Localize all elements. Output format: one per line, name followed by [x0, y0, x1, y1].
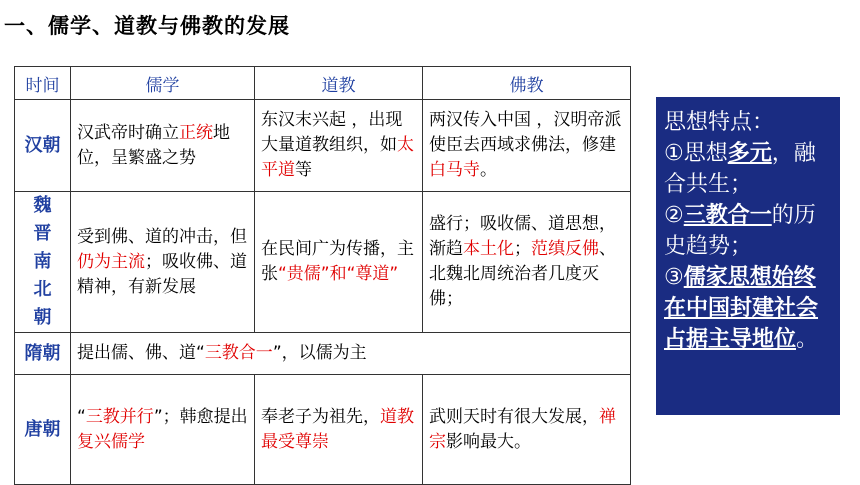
highlight-text: 白马寺 — [429, 160, 480, 180]
cell-text: 武则天时有很大发展， — [429, 406, 599, 427]
highlight-text: 太平道 — [261, 135, 414, 180]
cell-han-taoism — [255, 100, 423, 192]
point-1-suffix: ，融合共生； — [664, 141, 816, 197]
cell-weijin-buddhism — [423, 192, 631, 333]
cell-text: 等 — [295, 160, 312, 180]
highlight-text: 范缜反佛 — [531, 239, 599, 259]
header-confucianism: 儒学 — [71, 67, 255, 100]
header-time: 时间 — [15, 67, 71, 100]
cell-text: 受到佛、道的冲击，但 — [77, 226, 247, 247]
point-2-key: 三教合一 — [683, 203, 772, 228]
era-sui: 隋朝 — [15, 333, 71, 375]
era-tang: 唐朝 — [15, 375, 71, 485]
era-weijin: 魏晋南北朝 — [15, 192, 71, 333]
cell-text: “ — [77, 406, 86, 427]
point-3 — [664, 262, 832, 355]
cell-han-buddhism — [423, 100, 631, 192]
table-row-sui — [15, 333, 631, 375]
cell-text: ”；韩愈提出 — [153, 406, 248, 427]
cell-text: 奉老子为祖先， — [261, 406, 380, 427]
table-row-weijin — [15, 192, 631, 333]
cell-text: 提出儒、佛、道“ — [77, 343, 205, 363]
cell-text: 地位，呈繁盛之势 — [77, 122, 230, 168]
highlight-text: 三教合一 — [204, 343, 273, 363]
cell-text: ； — [514, 239, 531, 259]
cell-text: 影响最大。 — [446, 431, 531, 452]
point-2 — [664, 200, 832, 262]
point-2-suffix: 的历史趋势； — [664, 203, 816, 259]
section-title: 一、儒学、道教与佛教的发展 — [4, 14, 290, 38]
cell-text: 东汉末兴起 ，出现大量道教组织，如 — [261, 110, 403, 155]
cell-text: 汉武帝时确立 — [77, 122, 179, 143]
thought-characteristics-panel — [656, 97, 840, 415]
point-1-key: 多元 — [727, 141, 772, 166]
highlight-text: “贵儒”和“尊道” — [278, 264, 399, 284]
table-row-han — [15, 100, 631, 192]
header-buddhism: 佛教 — [423, 67, 631, 100]
table-row-tang — [15, 375, 631, 485]
highlight-text: 复兴儒学 — [77, 431, 145, 452]
cell-text: 、北魏北周统治者几度灭佛； — [429, 239, 616, 309]
point-2-prefix: ② — [664, 203, 684, 228]
cell-sui-merged — [71, 333, 631, 375]
cell-text: 盛行；吸收儒、道思想，渐趋 — [429, 214, 616, 259]
point-3-key: 儒家思想始终在中国封建社会占据主导地位 — [664, 265, 819, 352]
cell-text: 。 — [480, 160, 497, 180]
cell-text: ；吸收佛、道精神，有新发展 — [77, 251, 247, 297]
cell-text: 在民间广为传播，主张 — [261, 239, 414, 284]
point-1-prefix: ①思想 — [664, 141, 728, 166]
cell-weijin-confucian — [71, 192, 255, 333]
highlight-text: 三教并行 — [85, 406, 154, 427]
cell-weijin-taoism — [255, 192, 423, 333]
panel-heading: 思想特点： — [664, 110, 775, 135]
point-3-suffix: 。 — [796, 327, 819, 352]
point-3-prefix: ③ — [664, 265, 684, 290]
history-table — [14, 66, 631, 485]
highlight-text: 道教最受尊崇 — [261, 406, 414, 452]
cell-han-confucian — [71, 100, 255, 192]
header-taoism: 道教 — [255, 67, 423, 100]
highlight-text: 禅宗 — [429, 406, 616, 452]
highlight-text: 仍为主流 — [77, 251, 145, 272]
header-row — [15, 67, 631, 100]
cell-tang-taoism — [255, 375, 423, 485]
point-1 — [664, 138, 832, 200]
cell-text: ”，以儒为主 — [272, 343, 367, 363]
era-han: 汉朝 — [15, 100, 71, 192]
cell-text: 两汉传入中国 ，汉明帝派使臣去西域求佛法，修建 — [429, 110, 622, 155]
cell-tang-confucian — [71, 375, 255, 485]
highlight-text: 正统 — [179, 122, 213, 143]
highlight-text: 本土化 — [463, 239, 514, 259]
cell-tang-buddhism — [423, 375, 631, 485]
